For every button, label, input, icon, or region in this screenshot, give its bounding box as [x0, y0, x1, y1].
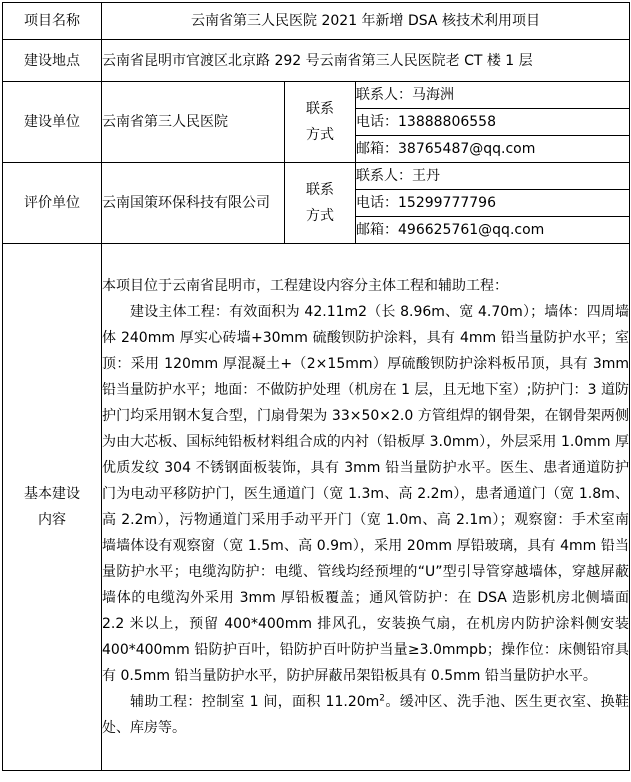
project-name-value: 云南省第三人民医院 2021 年新增 DSA 核技术利用项目: [102, 3, 630, 40]
content-row: [3, 244, 630, 771]
aux-works-prefix: 辅助工程：控制室 1 间，面积 11.20m: [130, 694, 380, 710]
site-row: [3, 40, 630, 82]
project-name-label: 项目名称: [3, 3, 102, 40]
content-body: [102, 244, 630, 771]
site-value: 云南省昆明市官渡区北京路 292 号云南省第三人民医院老 CT 楼 1 层: [102, 40, 630, 82]
evaluator-org: 云南国策环保科技有限公司: [102, 163, 285, 244]
evaluator-contact-label: [285, 163, 356, 244]
content-label-line1: 基本建设: [24, 486, 80, 502]
evaluator-phone: 电话：15299777796: [356, 190, 630, 217]
evaluator-label: 评价单位: [3, 163, 102, 244]
evaluator-contact-label-line2: 方式: [306, 208, 334, 224]
builder-contact-person: 联系人：马海洲: [356, 82, 630, 109]
builder-contact-label-line2: 方式: [306, 127, 334, 143]
project-info-table: [2, 2, 630, 771]
project-name-row: [3, 3, 630, 40]
content-label: [3, 244, 102, 771]
content-aux-works: [102, 689, 629, 741]
evaluator-contact-person: 联系人：王丹: [356, 163, 630, 190]
aux-works-suffix: 。缓冲区、洗手池、医生更衣室、换鞋处、库房等。: [102, 694, 630, 736]
content-main-works: 建设主体工程：有效面积为 42.11m2（长 8.96m、宽 4.70m）；墙体：四周墙体 240mm 厚实心砖墙+30mm 硫酸钡防护涂料，具有 4mm 铅当量防护水平；室顶：采用 120mm 厚混凝土+（2×15mm）厚硫酸钡防护涂料板吊顶，具有 3mm 铅当量防护水平；地面：不做防护处理（机房在 1 层，且无地下室）;防护门：3 道防护门均采用钢木复合型，门扇骨架为 33×50×2.0 方管组焊的钢骨架，在钢骨架两侧为由大芯板、国标纯铅板材料组合成的内衬（铅板厚 3.0mm），外层采用 1.0mm 厚优质发纹 304 不锈钢面板装饰，具有 3mm 铅当量防护水平。医生、患者通道防护门为电动平移防护门，医生通道门（宽 1.3m、高 2.2m），患者通道门（宽 1.8m、高 2.2m），污物通道门采用手动平开门（宽 1.0m、高 2.1m）；观察窗：手术室南墙墙体设有观察窗（宽 1.5m、高 0.9m），采用 20mm 厚铅玻璃，具有 4mm 铅当量防护水平；电缆沟防护：电缆、管线均经预埋的“U”型引导管穿越墙体，穿越屏蔽墙体的电缆沟外采用 3mm 厚铅板覆盖；通风管防护：在 DSA 造影机房北侧墙面 2.2 米以上，预留 400*400mm 排风孔，安装换气扇，在机房内防护涂料侧安装 400*400mm 铅防护百叶，铅防护百叶防护当量≥3.0mmpb；操作位：床侧铅帘具有 0.5mm 铅当量防护水平，防护屏蔽吊架铅板具有 0.5mm 铅当量防护水平。: [102, 304, 630, 684]
content-intro: 本项目位于云南省昆明市，工程建设内容分主体工程和辅助工程：: [102, 278, 508, 294]
builder-org: 云南省第三人民医院: [102, 82, 285, 163]
builder-contact-label-line1: 联系: [306, 101, 334, 117]
builder-phone: 电话：13888806558: [356, 109, 630, 136]
evaluator-email: 邮箱：496625761@qq.com: [356, 217, 630, 244]
builder-label: 建设单位: [3, 82, 102, 163]
evaluator-row: [3, 163, 630, 190]
content-label-line2: 内容: [38, 512, 66, 528]
builder-contact-label: [285, 82, 356, 163]
aux-works-sup: 2: [379, 693, 386, 704]
site-label: 建设地点: [3, 40, 102, 82]
evaluator-contact-label-line1: 联系: [306, 182, 334, 198]
builder-row: [3, 82, 630, 109]
builder-email: 邮箱：38765487@qq.com: [356, 136, 630, 163]
